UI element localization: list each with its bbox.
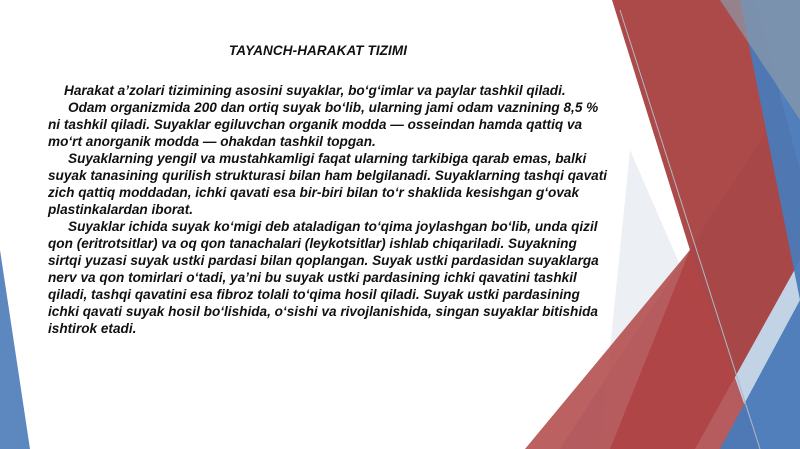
left-blue-stripe <box>0 250 30 449</box>
paragraph-2: Odam organizmida 200 dan ortiq suyak bo‘lib, ularning jami odam vaznining 8,5 % ni tashkil qiladi. Suyaklar egiluvchan organik modda — osseindan hamda qattiq va mo‘rt anorganik modda — ohakdan tashkil topgan. <box>48 100 599 149</box>
slide-title: TAYANCH-HARAKAT TIZIMI <box>228 43 408 58</box>
paragraph-1: Harakat a’zolari tizimining asosini suyaklar, bo‘g‘imlar va paylar tashkil qiladi. <box>64 83 566 98</box>
paragraph-3: Suyaklarning yengil va mustahkamligi faqat ularning tarkibiga qarab emas, balki suyak tanasining qurilish strukturasi bilan ham belgilanadi. Suyaklarning tashqi qavati zich qattiq moddadan, ichki qavati esa bir-biri bilan to‘r shaklida kesishgan g‘ovak plastinkalardan iborat. <box>48 151 607 217</box>
paragraph-4: Suyaklar ichida suyak ko‘migi deb ataladigan to‘qima joylashgan bo‘lib, unda qizil qon (eritrotsitlar) va oq qon tanachalari (leykotsitlar) ishlab chiqariladi. Suyakning sirtqi yuzasi suyak ustki pardasi bilan qoplangan. Suyak ustki pardasidan suyaklarga nerv va qon tomirlari o‘tadi, ya’ni bu suyak ustki pardasining ichki qavatini tashkil qiladi, tashqi qavatini esa fibroz tolali to‘qima hosil qiladi. Suyak ustki pardasining ichki qavati suyak hosil bo‘lishida, o‘sishi va rivojlanishida, singan suyaklar bitishida ishtirok etadi. <box>48 219 599 336</box>
slide-body <box>48 82 608 337</box>
